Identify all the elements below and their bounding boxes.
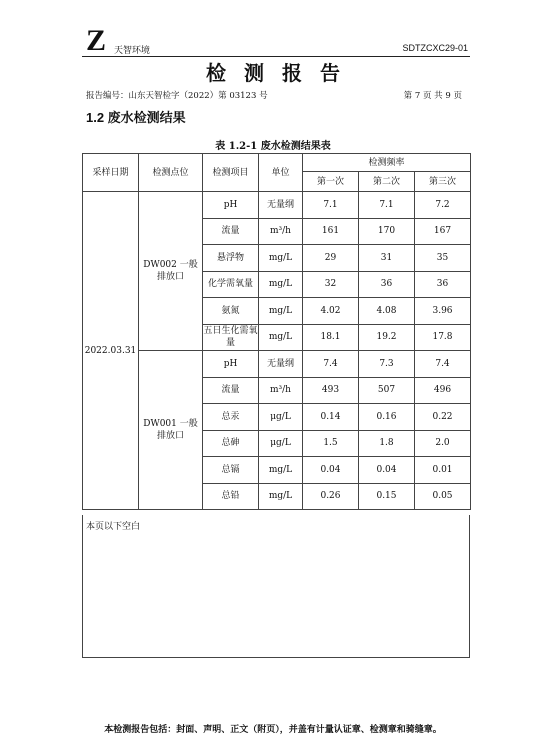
company-logo: Z	[86, 24, 107, 57]
value-cell: 35	[415, 245, 471, 272]
header-run-3: 第三次	[415, 172, 471, 192]
unit-cell: μg/L	[259, 404, 303, 431]
report-number: 报告编号：山东天智检字（2022）第 03123 号	[86, 91, 268, 101]
results-table	[82, 153, 471, 510]
test-item: 流量	[203, 377, 259, 404]
header-run-1: 第一次	[303, 172, 359, 192]
unit-cell: 无量纲	[259, 192, 303, 219]
unit-cell: 无量纲	[259, 351, 303, 378]
value-cell: 18.1	[303, 324, 359, 351]
header-point: 检测点位	[139, 154, 203, 192]
test-item: 总铅	[203, 483, 259, 510]
header-item: 检测项目	[203, 154, 259, 192]
value-cell: 36	[415, 271, 471, 298]
value-cell: 493	[303, 377, 359, 404]
test-item: 氨氮	[203, 298, 259, 325]
test-item: 总汞	[203, 404, 259, 431]
value-cell: 0.01	[415, 457, 471, 484]
test-item: 流量	[203, 218, 259, 245]
value-cell: 0.22	[415, 404, 471, 431]
value-cell: 0.14	[303, 404, 359, 431]
unit-cell: m³/h	[259, 218, 303, 245]
value-cell: 4.02	[303, 298, 359, 325]
value-cell: 7.2	[415, 192, 471, 219]
monitoring-point: DW001 一般排放口	[139, 351, 203, 510]
footer-note: 本检测报告包括：封面、声明、正文（附页），并盖有计量认证章、检测章和骑缝章。	[104, 725, 442, 735]
value-cell: 170	[359, 218, 415, 245]
section-heading: 1.2 废水检测结果	[86, 110, 186, 125]
unit-cell: mg/L	[259, 245, 303, 272]
header-frequency: 检测频率	[303, 154, 471, 172]
value-cell: 31	[359, 245, 415, 272]
value-cell: 0.04	[359, 457, 415, 484]
value-cell: 0.15	[359, 483, 415, 510]
test-item: pH	[203, 351, 259, 378]
value-cell: 161	[303, 218, 359, 245]
unit-cell: m³/h	[259, 377, 303, 404]
unit-cell: mg/L	[259, 271, 303, 298]
sampling-date: 2022.03.31	[83, 192, 139, 510]
value-cell: 167	[415, 218, 471, 245]
test-item: 化学需氧量	[203, 271, 259, 298]
value-cell: 0.16	[359, 404, 415, 431]
report-title: 检测报告	[206, 61, 358, 85]
header-run-2: 第二次	[359, 172, 415, 192]
test-item: 悬浮物	[203, 245, 259, 272]
unit-cell: μg/L	[259, 430, 303, 457]
value-cell: 0.04	[303, 457, 359, 484]
value-cell: 3.96	[415, 298, 471, 325]
value-cell: 0.26	[303, 483, 359, 510]
value-cell: 2.0	[415, 430, 471, 457]
test-item: 总砷	[203, 430, 259, 457]
value-cell: 36	[359, 271, 415, 298]
test-item: pH	[203, 192, 259, 219]
value-cell: 4.08	[359, 298, 415, 325]
value-cell: 32	[303, 271, 359, 298]
value-cell: 1.5	[303, 430, 359, 457]
test-item: 五日生化需氧量	[203, 324, 259, 351]
value-cell: 0.05	[415, 483, 471, 510]
unit-cell: mg/L	[259, 298, 303, 325]
table-row	[83, 351, 471, 378]
table-row	[83, 192, 471, 219]
blank-area	[82, 515, 470, 658]
value-cell: 7.4	[303, 351, 359, 378]
value-cell: 19.2	[359, 324, 415, 351]
value-cell: 7.4	[415, 351, 471, 378]
test-item: 总镉	[203, 457, 259, 484]
value-cell: 7.1	[303, 192, 359, 219]
page-number: 第 7 页 共 9 页	[403, 91, 462, 101]
blank-note: 本页以下空白	[86, 522, 141, 532]
unit-cell: mg/L	[259, 483, 303, 510]
value-cell: 29	[303, 245, 359, 272]
value-cell: 507	[359, 377, 415, 404]
monitoring-point: DW002 一般排放口	[139, 192, 203, 351]
document-code: SDTZCXC29-01	[402, 43, 468, 53]
unit-cell: mg/L	[259, 457, 303, 484]
value-cell: 496	[415, 377, 471, 404]
header-unit: 单位	[259, 154, 303, 192]
value-cell: 7.1	[359, 192, 415, 219]
value-cell: 7.3	[359, 351, 415, 378]
company-name: 天智环境	[114, 46, 151, 56]
header-date: 采样日期	[83, 154, 139, 192]
value-cell: 17.8	[415, 324, 471, 351]
table-caption: 表 1.2-1 废水检测结果表	[215, 141, 331, 152]
unit-cell: mg/L	[259, 324, 303, 351]
value-cell: 1.8	[359, 430, 415, 457]
